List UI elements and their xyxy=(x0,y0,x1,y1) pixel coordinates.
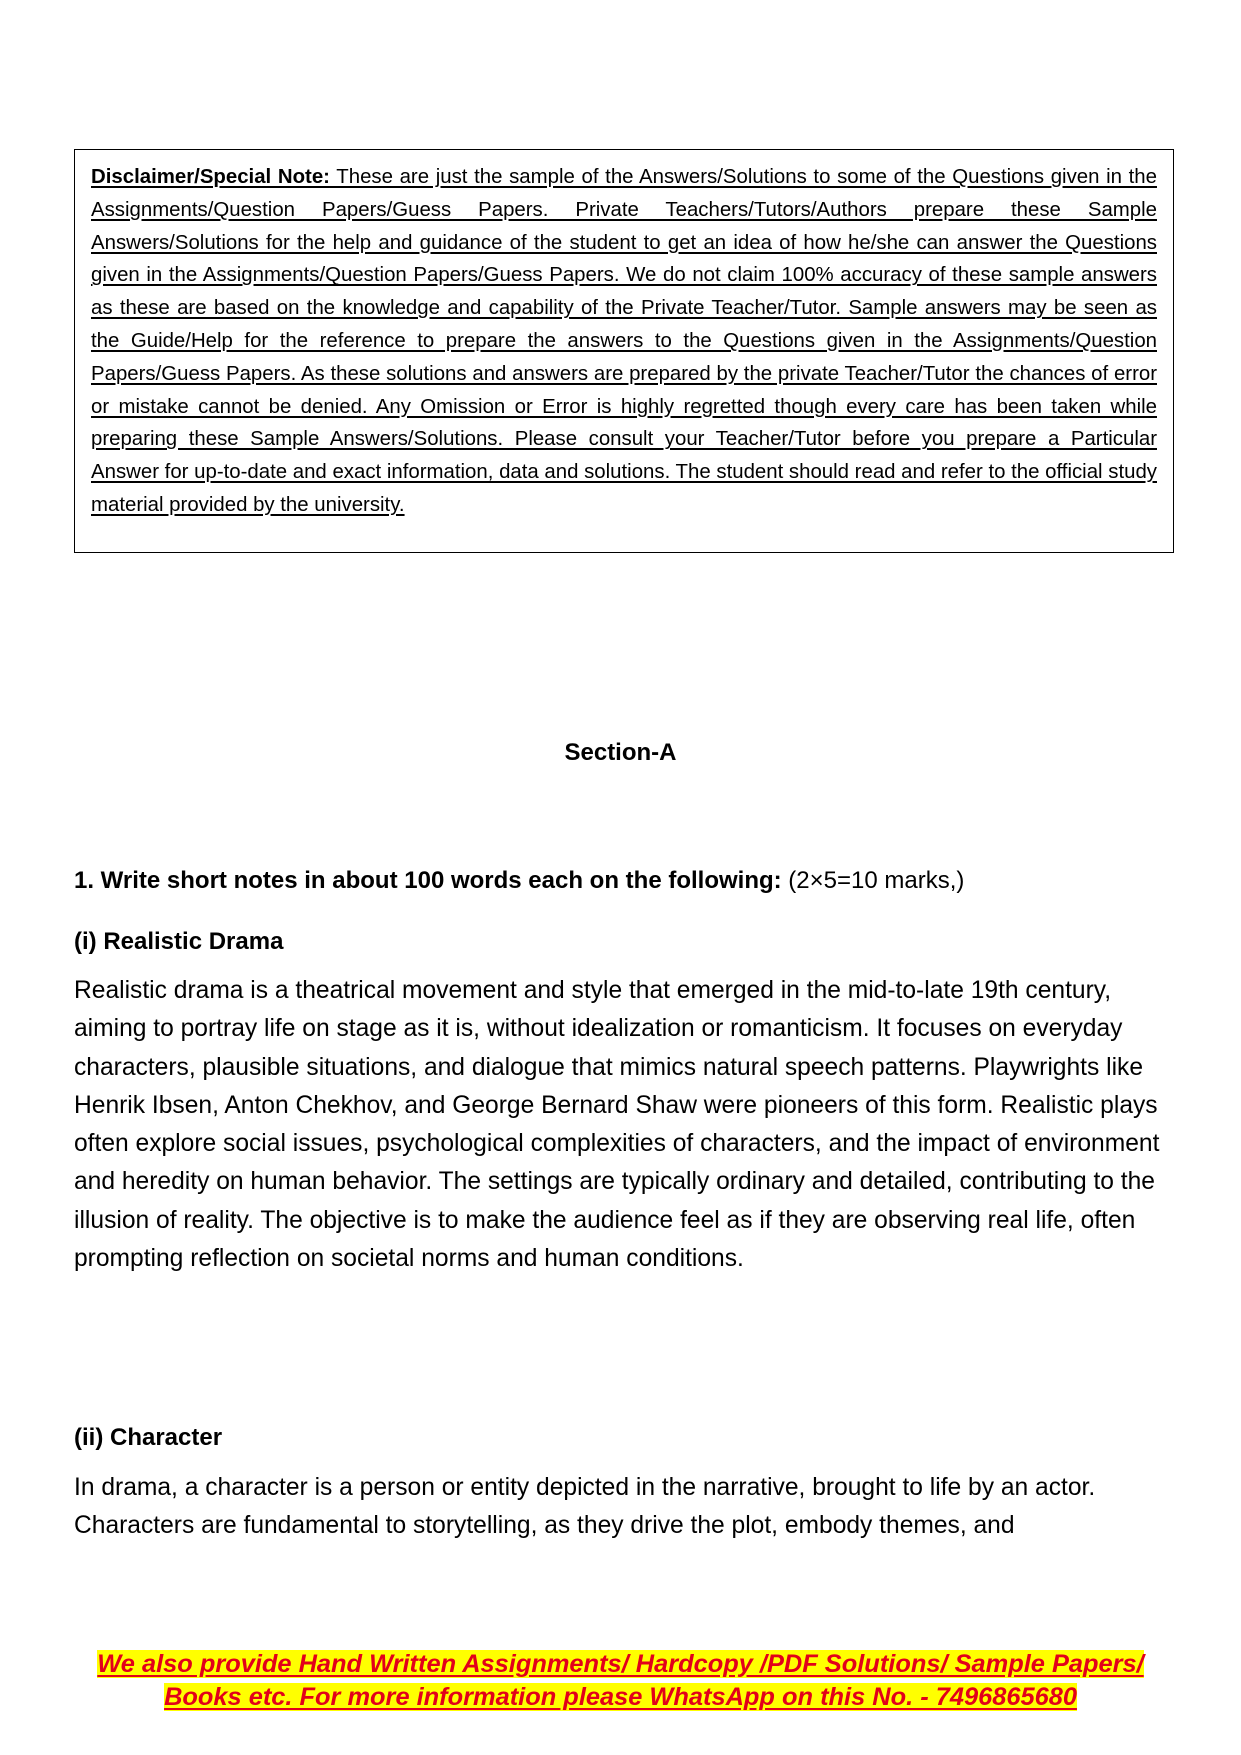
question-1-lead: 1. Write short notes in about 100 words each on the following: xyxy=(74,867,782,894)
section-title: Section-A xyxy=(564,739,677,766)
footer-promo-line-1: We also provide Hand Written Assignments/ Hardcopy /PDF Solutions/ Sample Papers/ xyxy=(97,1650,1144,1678)
part-1-body: Realistic drama is a theatrical movement and style that emerged in the mid-to-late 19th century, aiming to portray life on stage as it is, without idealization or romanticism. It focuses on everyday characters, plausible situations, and dialogue that mimics natural speech patterns. Playwrights like Henrik Ibsen, Anton Chekhov, and George Bernard Shaw were pioneers of this form. Realistic plays often explore social issues, psychological complexities of characters, and the impact of environment and heredity on human behavior. The settings are typically ordinary and detailed, contributing to the illusion of reality. The objective is to make the audience feel as if they are observing real life, often prompting reflection on societal norms and human conditions. xyxy=(74,977,1160,1273)
question-1 xyxy=(74,866,1174,896)
footer-promo-line-2: Books etc. For more information please WhatsApp on this No. - 7496865680 xyxy=(164,1683,1077,1711)
disclaimer-body: These are just the sample of the Answers/Solutions to some of the Questions given in the Assignments/Question Papers/Guess Papers. Private Teachers/Tutors/Authors prepare these Sample Answers/Solutions for the help and guidance of the student to get an idea of how he/she can answer the Questions given in the Assignments/Question Papers/Guess Papers. We do not claim 100% accuracy of these sample answers as these are based on the knowledge and capability of the Private Teacher/Tutor. Sample answers may be seen as the Guide/Help for the reference to prepare the answers to the Questions given in the Assignments/Question Papers/Guess Papers. As these solutions and answers are prepared by the private Teacher/Tutor the chances of error or mistake cannot be denied. Any Omission or Error is highly regretted though every care has been taken while preparing these Sample Answers/Solutions. Please consult your Teacher/Tutor before you prepare a Particular Answer for up-to-date and exact information, data and solutions. The student should read and refer to the official study material provided by the university. xyxy=(91,166,1157,516)
disclaimer-box xyxy=(74,149,1174,553)
disclaimer-label: Disclaimer/Special Note: xyxy=(91,166,330,188)
footer-promo xyxy=(0,1648,1241,1714)
part-2-body: In drama, a character is a person or entity depicted in the narrative, brought to life by an actor. Characters are fundamental to storytelling, as they drive the plot, embody themes, and xyxy=(74,1474,1096,1540)
part-2-heading: (ii) Character xyxy=(74,1424,223,1451)
disclaimer-text xyxy=(91,161,1157,522)
question-1-marks: (2×5=10 marks,) xyxy=(781,867,965,894)
part-1-heading: (i) Realistic Drama xyxy=(74,928,284,955)
